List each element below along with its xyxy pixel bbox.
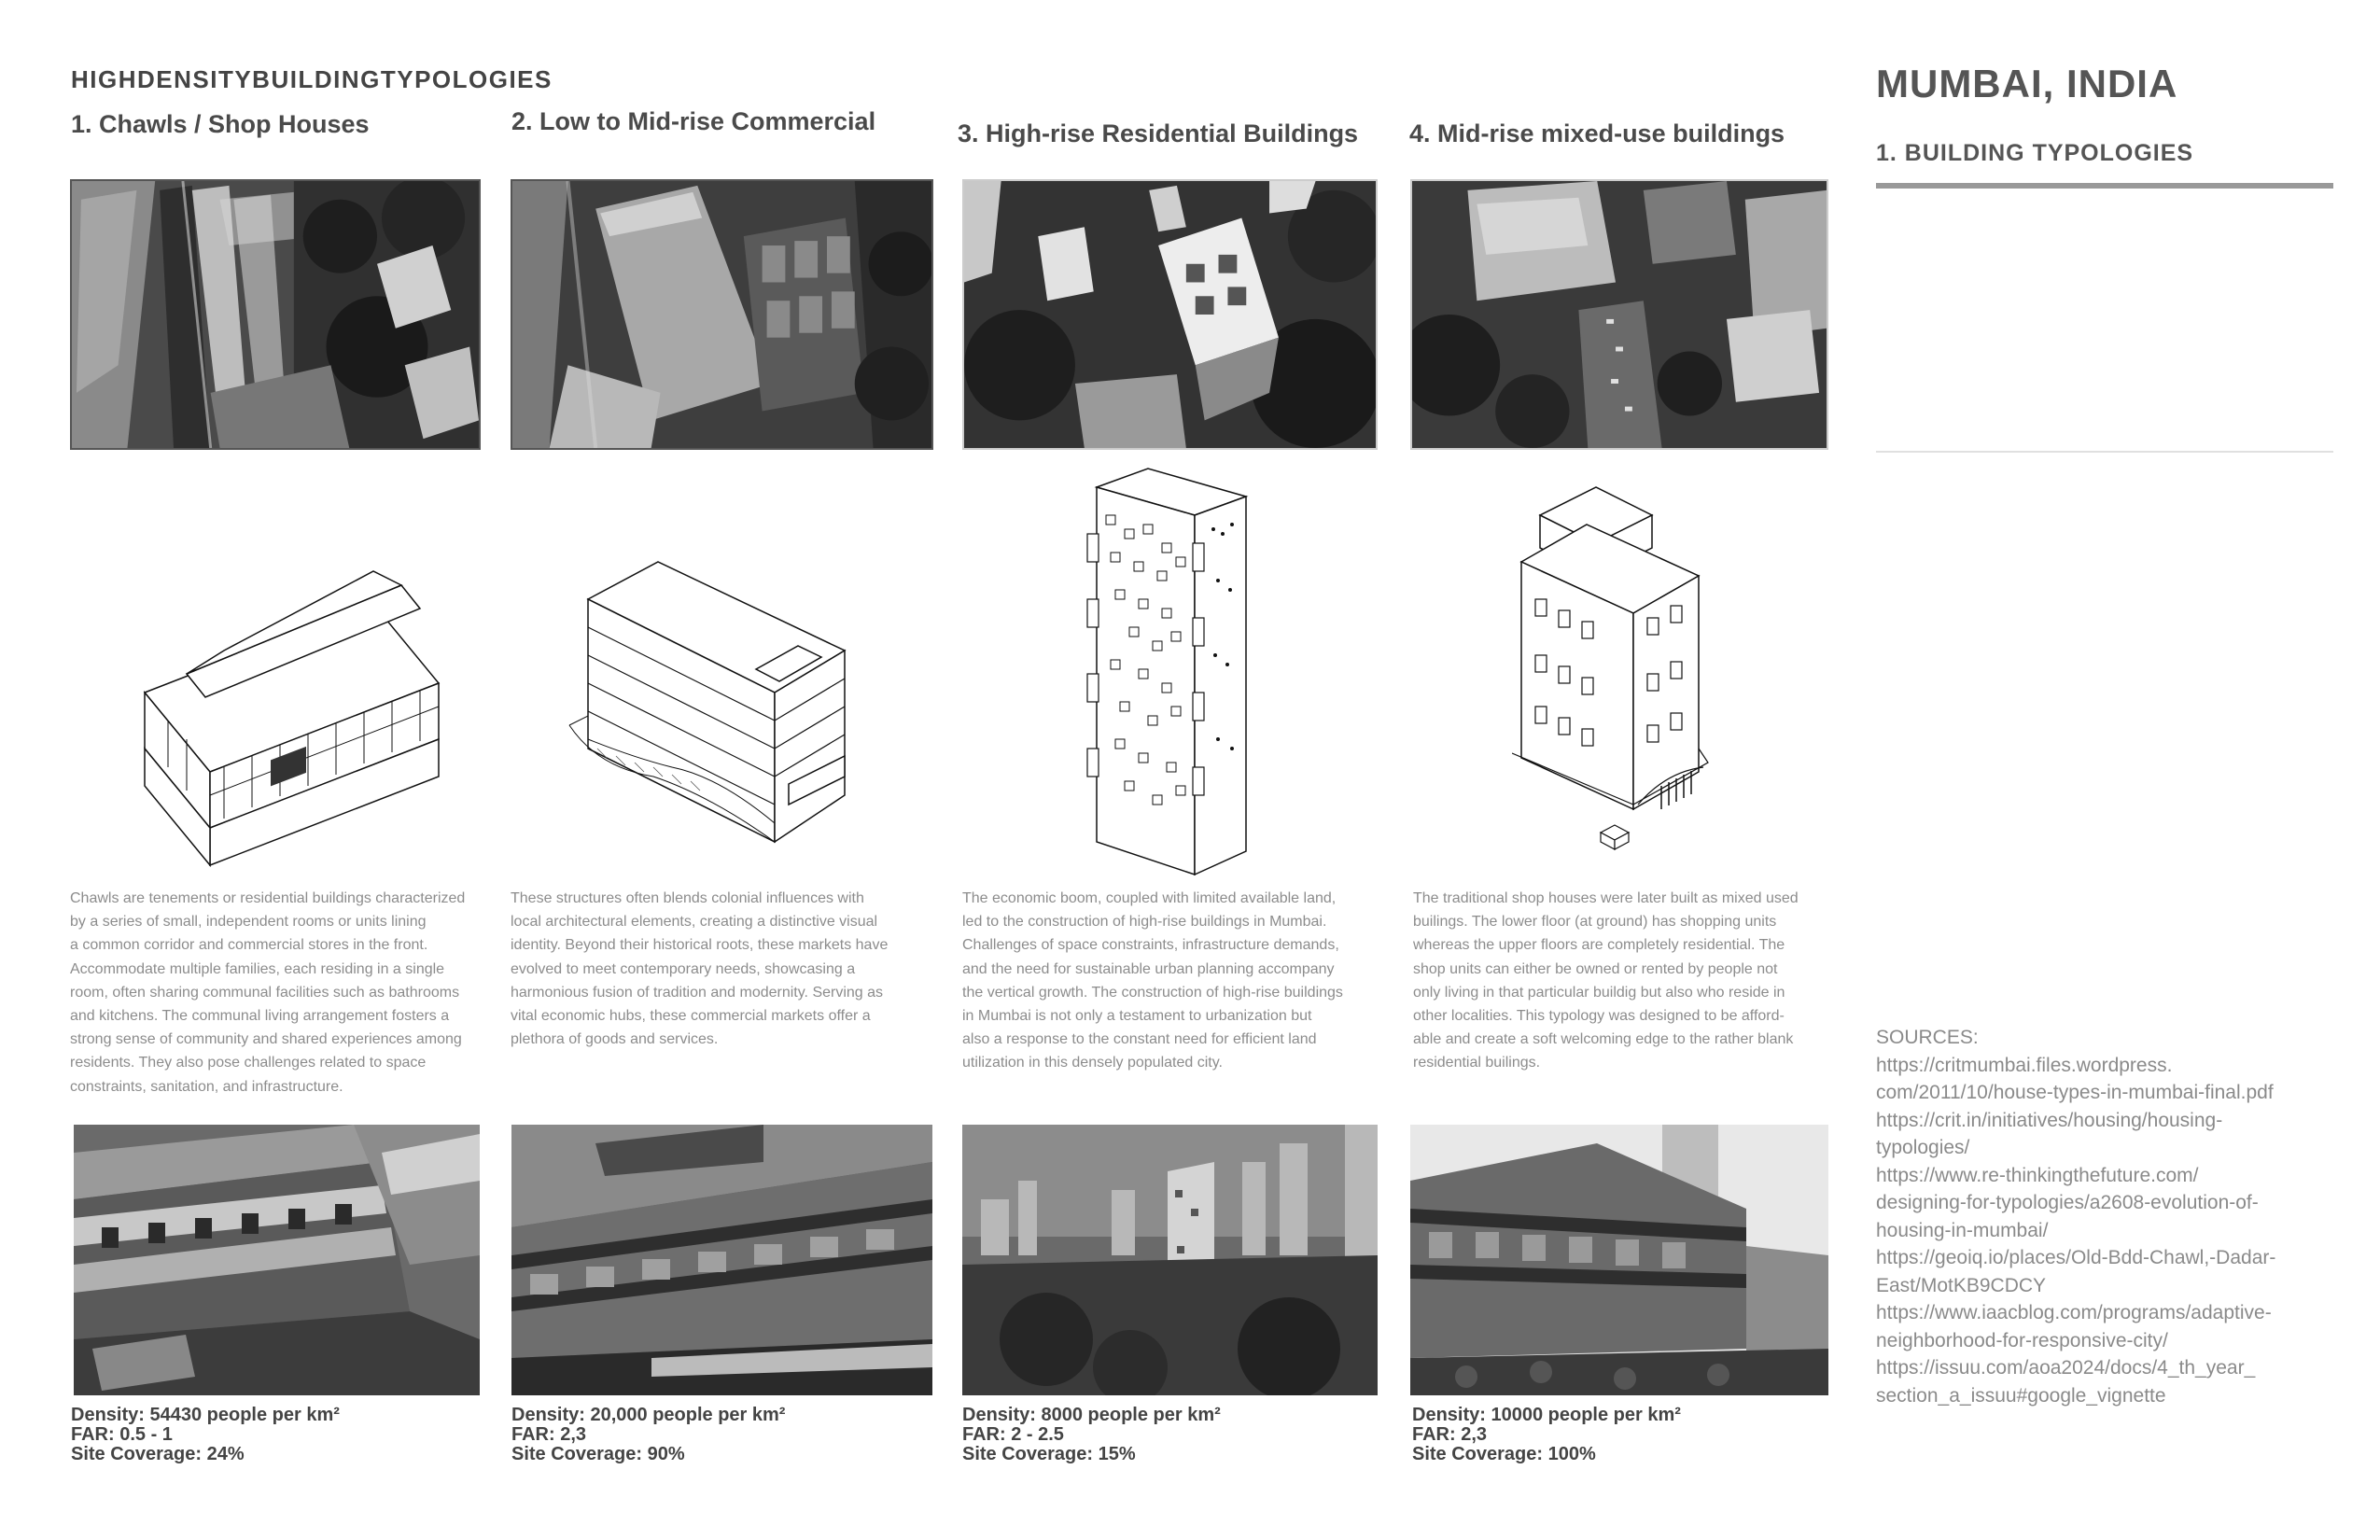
typology-title-highrise: 3. High-rise Residential Buildings bbox=[958, 119, 1359, 147]
isometric-drawing-chawls bbox=[131, 459, 448, 879]
source-line: https://www.iaacblog.com/programs/adaptive- bbox=[1876, 1302, 2272, 1323]
site-coverage-value: Site Coverage: 100% bbox=[1412, 1444, 1596, 1464]
density-value: Density: 10000 people per km² bbox=[1412, 1405, 1681, 1425]
far-value: FAR: 2,3 bbox=[1412, 1424, 1488, 1445]
source-line: https://critmumbai.files.wordpress. bbox=[1876, 1054, 2173, 1076]
source-line: https://www.re-thinkingthefuture.com/ bbox=[1876, 1164, 2199, 1186]
typology-title-commercial: 2. Low to Mid-rise Commercial bbox=[511, 107, 876, 135]
density-value: Density: 8000 people per km² bbox=[962, 1405, 1221, 1425]
street-photo-chawls bbox=[74, 1125, 480, 1395]
density-value: Density: 20,000 people per km² bbox=[511, 1405, 786, 1425]
sources-list bbox=[1876, 1024, 2343, 1409]
street-photo-commercial bbox=[511, 1125, 932, 1395]
aerial-image-highrise bbox=[962, 179, 1378, 450]
site-coverage-value: Site Coverage: 90% bbox=[511, 1444, 685, 1464]
sources-label: SOURCES: bbox=[1876, 1027, 1979, 1048]
typology-description-highrise: The economic boom, coupled with limited available land, led to the construction of high-rise buildings in Mumbai. Challenges of space constraints, infrastructure demands, and the need for sustainable urban planning accompany the vertical growth. The construction of high-rise buildings in Mumbai is not only a testament to urbanization but also a response to the constant need for efficient land utilization in this densely populated city. bbox=[962, 890, 1343, 1071]
source-line: section_a_issuu#google_vignette bbox=[1876, 1384, 2166, 1407]
typology-description-commercial: These structures often blends colonial influences with local architectural elements, creating a distinctive visual identity. Beyond their historical roots, these markets have evolved to meet contemporary needs, showcasing a harmonious fusion of tradition and modernity. Serving as vital economic hubs, these commercial markets offer a plethora of goods and services. bbox=[511, 890, 889, 1048]
source-line: East/MotKB9CDCY bbox=[1876, 1274, 2047, 1296]
sidebar-title: MUMBAI, INDIA bbox=[1876, 62, 2178, 105]
far-value: FAR: 2 - 2.5 bbox=[962, 1424, 1064, 1445]
site-coverage-value: Site Coverage: 15% bbox=[962, 1444, 1136, 1464]
typology-stats-mixed-use bbox=[1412, 1406, 1681, 1464]
isometric-drawing-highrise bbox=[1083, 459, 1260, 879]
source-line: https://geoiq.io/places/Old-Bdd-Chawl,-Dadar- bbox=[1876, 1247, 2276, 1268]
aerial-image-commercial bbox=[511, 179, 933, 450]
far-value: FAR: 2,3 bbox=[511, 1424, 587, 1445]
street-photo-highrise bbox=[962, 1125, 1378, 1395]
aerial-image-chawls bbox=[70, 179, 481, 450]
typology-stats-chawls bbox=[71, 1406, 340, 1464]
typology-stats-commercial bbox=[511, 1406, 785, 1464]
source-line: housing-in-mumbai/ bbox=[1876, 1219, 2049, 1241]
source-line: https://issuu.com/aoa2024/docs/4_th_year_ bbox=[1876, 1357, 2256, 1379]
site-coverage-value: Site Coverage: 24% bbox=[71, 1444, 245, 1464]
source-line: com/2011/10/house-types-in-mumbai-final.pdf bbox=[1876, 1082, 2274, 1103]
source-line: neighborhood-for-responsive-city/ bbox=[1876, 1329, 2168, 1351]
source-line: typologies/ bbox=[1876, 1137, 1970, 1158]
typology-title-mixed-use: 4. Mid-rise mixed-use buildings bbox=[1409, 119, 1785, 147]
density-value: Density: 54430 people per km² bbox=[71, 1405, 340, 1425]
typology-description-mixed-use: The traditional shop houses were later built as mixed used builings. The lower floor (at ground) has shopping units whereas the upper floors are completely residential. The shop units can either be owned or rented by people not only living in that particular buildig but also who reside in other localities. This typology was designed to be afford- able and create a soft welcoming edge to the rather blank residential builings. bbox=[1413, 890, 1799, 1071]
typology-description-chawls: Chawls are tenements or residential buildings characterized by a series of small, independent rooms or units lining a common corridor and commercial stores in the front. Accommodate multiple families, each residing in a single room, often sharing communal facilities such as bathrooms and kitchens. The communal living arrangement fosters a strong sense of community and shared experiences among residents. They also pose challenges related to space constraints, sanitation, and infrastructure. bbox=[70, 890, 466, 1095]
aerial-image-mixed-use bbox=[1410, 179, 1828, 450]
source-line: designing-for-typologies/a2608-evolution-of- bbox=[1876, 1192, 2259, 1213]
isometric-drawing-mixed-use bbox=[1512, 459, 1717, 879]
street-photo-mixed-use bbox=[1410, 1125, 1828, 1395]
sidebar-divider-thick bbox=[1876, 183, 2333, 189]
sidebar-subtitle: 1. BUILDING TYPOLOGIES bbox=[1876, 140, 2194, 166]
source-line: https://crit.in/initiatives/housing/housing- bbox=[1876, 1109, 2223, 1131]
isometric-drawing-commercial bbox=[560, 459, 868, 879]
typology-title-chawls: 1. Chawls / Shop Houses bbox=[71, 110, 370, 138]
far-value: FAR: 0.5 - 1 bbox=[71, 1424, 173, 1445]
typology-stats-highrise bbox=[962, 1406, 1221, 1464]
sidebar-divider-thin bbox=[1876, 451, 2333, 453]
main-heading: HIGHDENSITYBUILDINGTYPOLOGIES bbox=[71, 65, 553, 93]
